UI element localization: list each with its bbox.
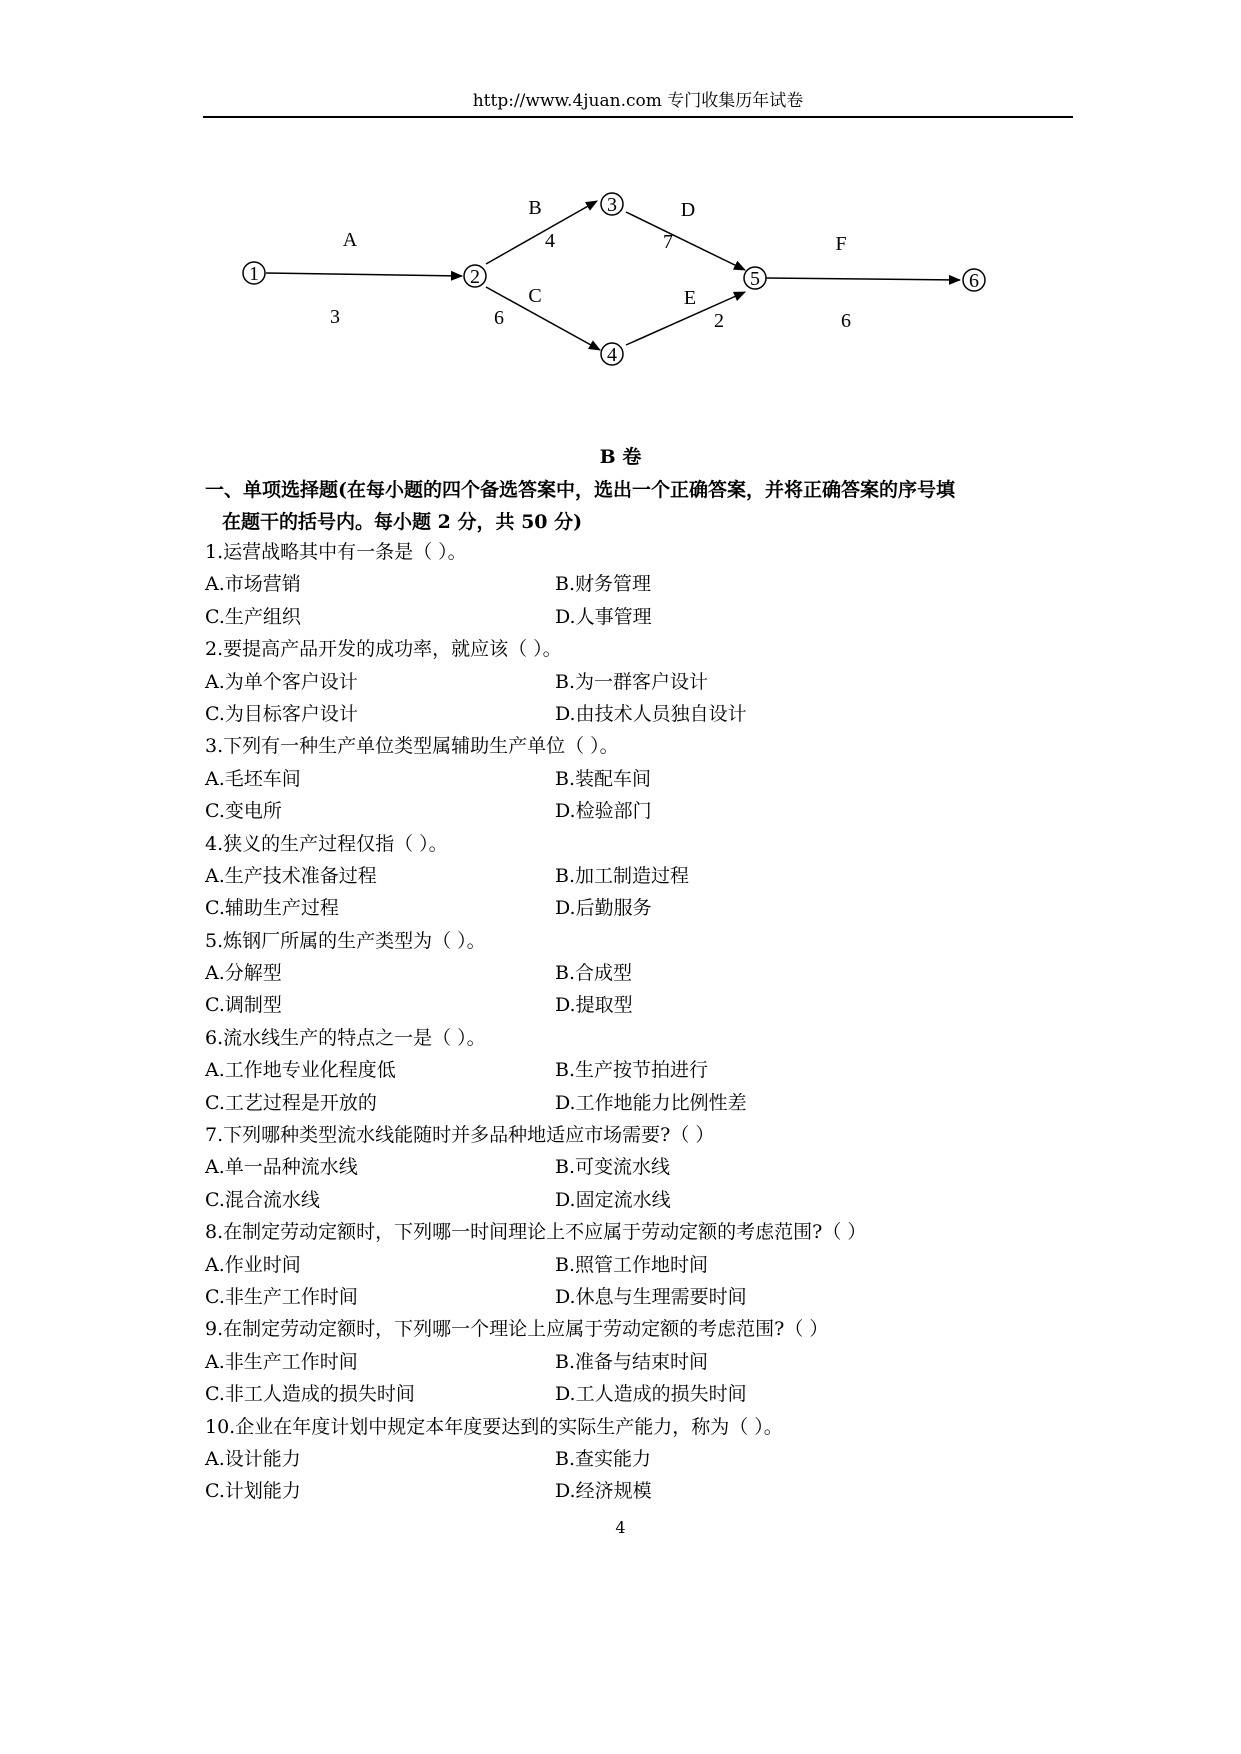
section-title: B 卷 <box>599 446 642 468</box>
edge-b-name: B <box>528 197 542 219</box>
edge-c-duration: 6 <box>494 307 504 329</box>
node-6 <box>963 269 985 292</box>
question-9 <box>205 1313 1085 1410</box>
option-d: D.经济规模 <box>555 1480 652 1503</box>
instructions-line-1: 一、单项选择题(在每小题的四个备选答案中，选出一个正确答案，并将正确答案的序号填 <box>205 479 955 501</box>
option-a: A.市场营销 <box>205 573 301 596</box>
option-d: D.后勤服务 <box>555 897 652 920</box>
question-stem: 2.要提高产品开发的成功率，就应该（ ）。 <box>205 638 562 661</box>
node-3 <box>601 193 623 216</box>
option-c: C.工艺过程是开放的 <box>205 1091 377 1114</box>
question-7 <box>205 1119 1085 1216</box>
option-b: B.为一群客户设计 <box>555 670 709 693</box>
question-list <box>205 536 1085 1508</box>
question-8 <box>205 1216 1085 1313</box>
option-c: C.混合流水线 <box>205 1188 320 1211</box>
node-5 <box>744 267 766 290</box>
node-4-label: 4 <box>607 344 617 366</box>
node-5-label: 5 <box>750 268 760 290</box>
instructions-line-2: 在题干的括号内。每小题 2 分，共 50 分) <box>222 511 583 533</box>
question-stem: 8.在制定劳动定额时，下列哪一时间理论上不应属于劳动定额的考虑范围?（ ） <box>205 1221 867 1244</box>
edge-a-name: A <box>342 229 358 251</box>
question-stem: 6.流水线生产的特点之一是（ ）。 <box>205 1026 486 1049</box>
option-c: C.非工人造成的损失时间 <box>205 1383 415 1406</box>
question-stem: 1.运营战略其中有一条是（ ）。 <box>205 541 467 563</box>
question-stem: 10.企业在年度计划中规定本年度要达到的实际生产能力，称为（ ）。 <box>205 1415 783 1438</box>
option-a: A.毛坯车间 <box>205 767 301 790</box>
edge-a-duration: 3 <box>330 306 340 328</box>
node-1 <box>243 262 265 285</box>
option-d: D.由技术人员独自设计 <box>555 702 747 725</box>
edge-f-name: F <box>835 233 847 255</box>
question-stem: 3.下列有一种生产单位类型属辅助生产单位（ ）。 <box>205 735 619 758</box>
option-c: C.计划能力 <box>205 1480 301 1503</box>
option-c: C.生产组织 <box>205 605 301 628</box>
question-stem: 5.炼钢厂所属的生产类型为（ ）。 <box>205 929 486 952</box>
node-2 <box>464 265 486 288</box>
option-a: A.非生产工作时间 <box>205 1350 358 1373</box>
option-b: B.合成型 <box>555 962 633 985</box>
option-a: A.作业时间 <box>205 1253 301 1276</box>
question-4 <box>205 828 1085 925</box>
option-b: B.装配车间 <box>555 767 652 790</box>
question-stem: 7.下列哪种类型流水线能随时并多品种地适应市场需要?（ ） <box>205 1124 715 1147</box>
question-5 <box>205 925 1085 1022</box>
edge-f-duration: 6 <box>841 310 851 332</box>
question-6 <box>205 1022 1085 1119</box>
option-d: D.检验部门 <box>555 800 652 823</box>
node-4 <box>601 343 623 366</box>
edge-f-arrow <box>766 278 960 280</box>
option-a: A.为单个客户设计 <box>205 670 358 693</box>
edge-c-name: C <box>528 285 542 307</box>
node-1-label: 1 <box>249 263 259 285</box>
option-a: A.单一品种流水线 <box>205 1156 358 1179</box>
option-d: D.工人造成的损失时间 <box>555 1383 747 1406</box>
question-2 <box>205 633 1085 730</box>
option-d: D.休息与生理需要时间 <box>555 1285 747 1308</box>
question-3 <box>205 730 1085 827</box>
option-d: D.固定流水线 <box>555 1188 671 1211</box>
option-c: C.变电所 <box>205 800 282 823</box>
option-b: B.可变流水线 <box>555 1156 671 1179</box>
option-b: B.生产按节拍进行 <box>555 1059 709 1082</box>
option-b: B.查实能力 <box>555 1447 652 1470</box>
node-2-label: 2 <box>470 266 480 288</box>
edge-d-name: D <box>680 199 696 221</box>
edge-e-duration: 2 <box>714 310 724 332</box>
option-a: A.分解型 <box>205 962 282 985</box>
option-b: B.财务管理 <box>555 573 652 596</box>
network-diagram <box>0 0 1241 420</box>
option-c: C.辅助生产过程 <box>205 897 339 920</box>
option-d: D.工作地能力比例性差 <box>555 1091 747 1114</box>
edge-d-duration: 7 <box>663 231 673 253</box>
header-text: http://www.4juan.com 专门收集历年试卷 <box>472 91 804 111</box>
option-a: A.生产技术准备过程 <box>205 864 377 887</box>
section-instructions <box>205 474 1085 538</box>
edge-e-name: E <box>683 287 697 309</box>
option-c: C.非生产工作时间 <box>205 1285 358 1308</box>
option-b: B.准备与结束时间 <box>555 1350 709 1373</box>
option-d: D.人事管理 <box>555 605 652 628</box>
option-a: A.设计能力 <box>205 1447 301 1470</box>
question-stem: 4.狭义的生产过程仅指（ ）。 <box>205 832 448 855</box>
node-3-label: 3 <box>607 194 617 216</box>
option-c: C.调制型 <box>205 994 282 1017</box>
option-b: B.照管工作地时间 <box>555 1253 709 1276</box>
edge-a-arrow <box>266 273 462 276</box>
option-a: A.工作地专业化程度低 <box>205 1059 396 1082</box>
question-stem: 9.在制定劳动定额时，下列哪一个理论上应属于劳动定额的考虑范围?（ ） <box>205 1318 829 1341</box>
question-1 <box>205 536 1085 633</box>
option-c: C.为目标客户设计 <box>205 702 358 725</box>
edge-b-duration: 4 <box>545 230 555 252</box>
question-10 <box>205 1411 1085 1508</box>
page-number: 4 <box>615 1518 626 1537</box>
option-d: D.提取型 <box>555 994 633 1017</box>
node-6-label: 6 <box>969 270 979 292</box>
option-b: B.加工制造过程 <box>555 864 690 887</box>
